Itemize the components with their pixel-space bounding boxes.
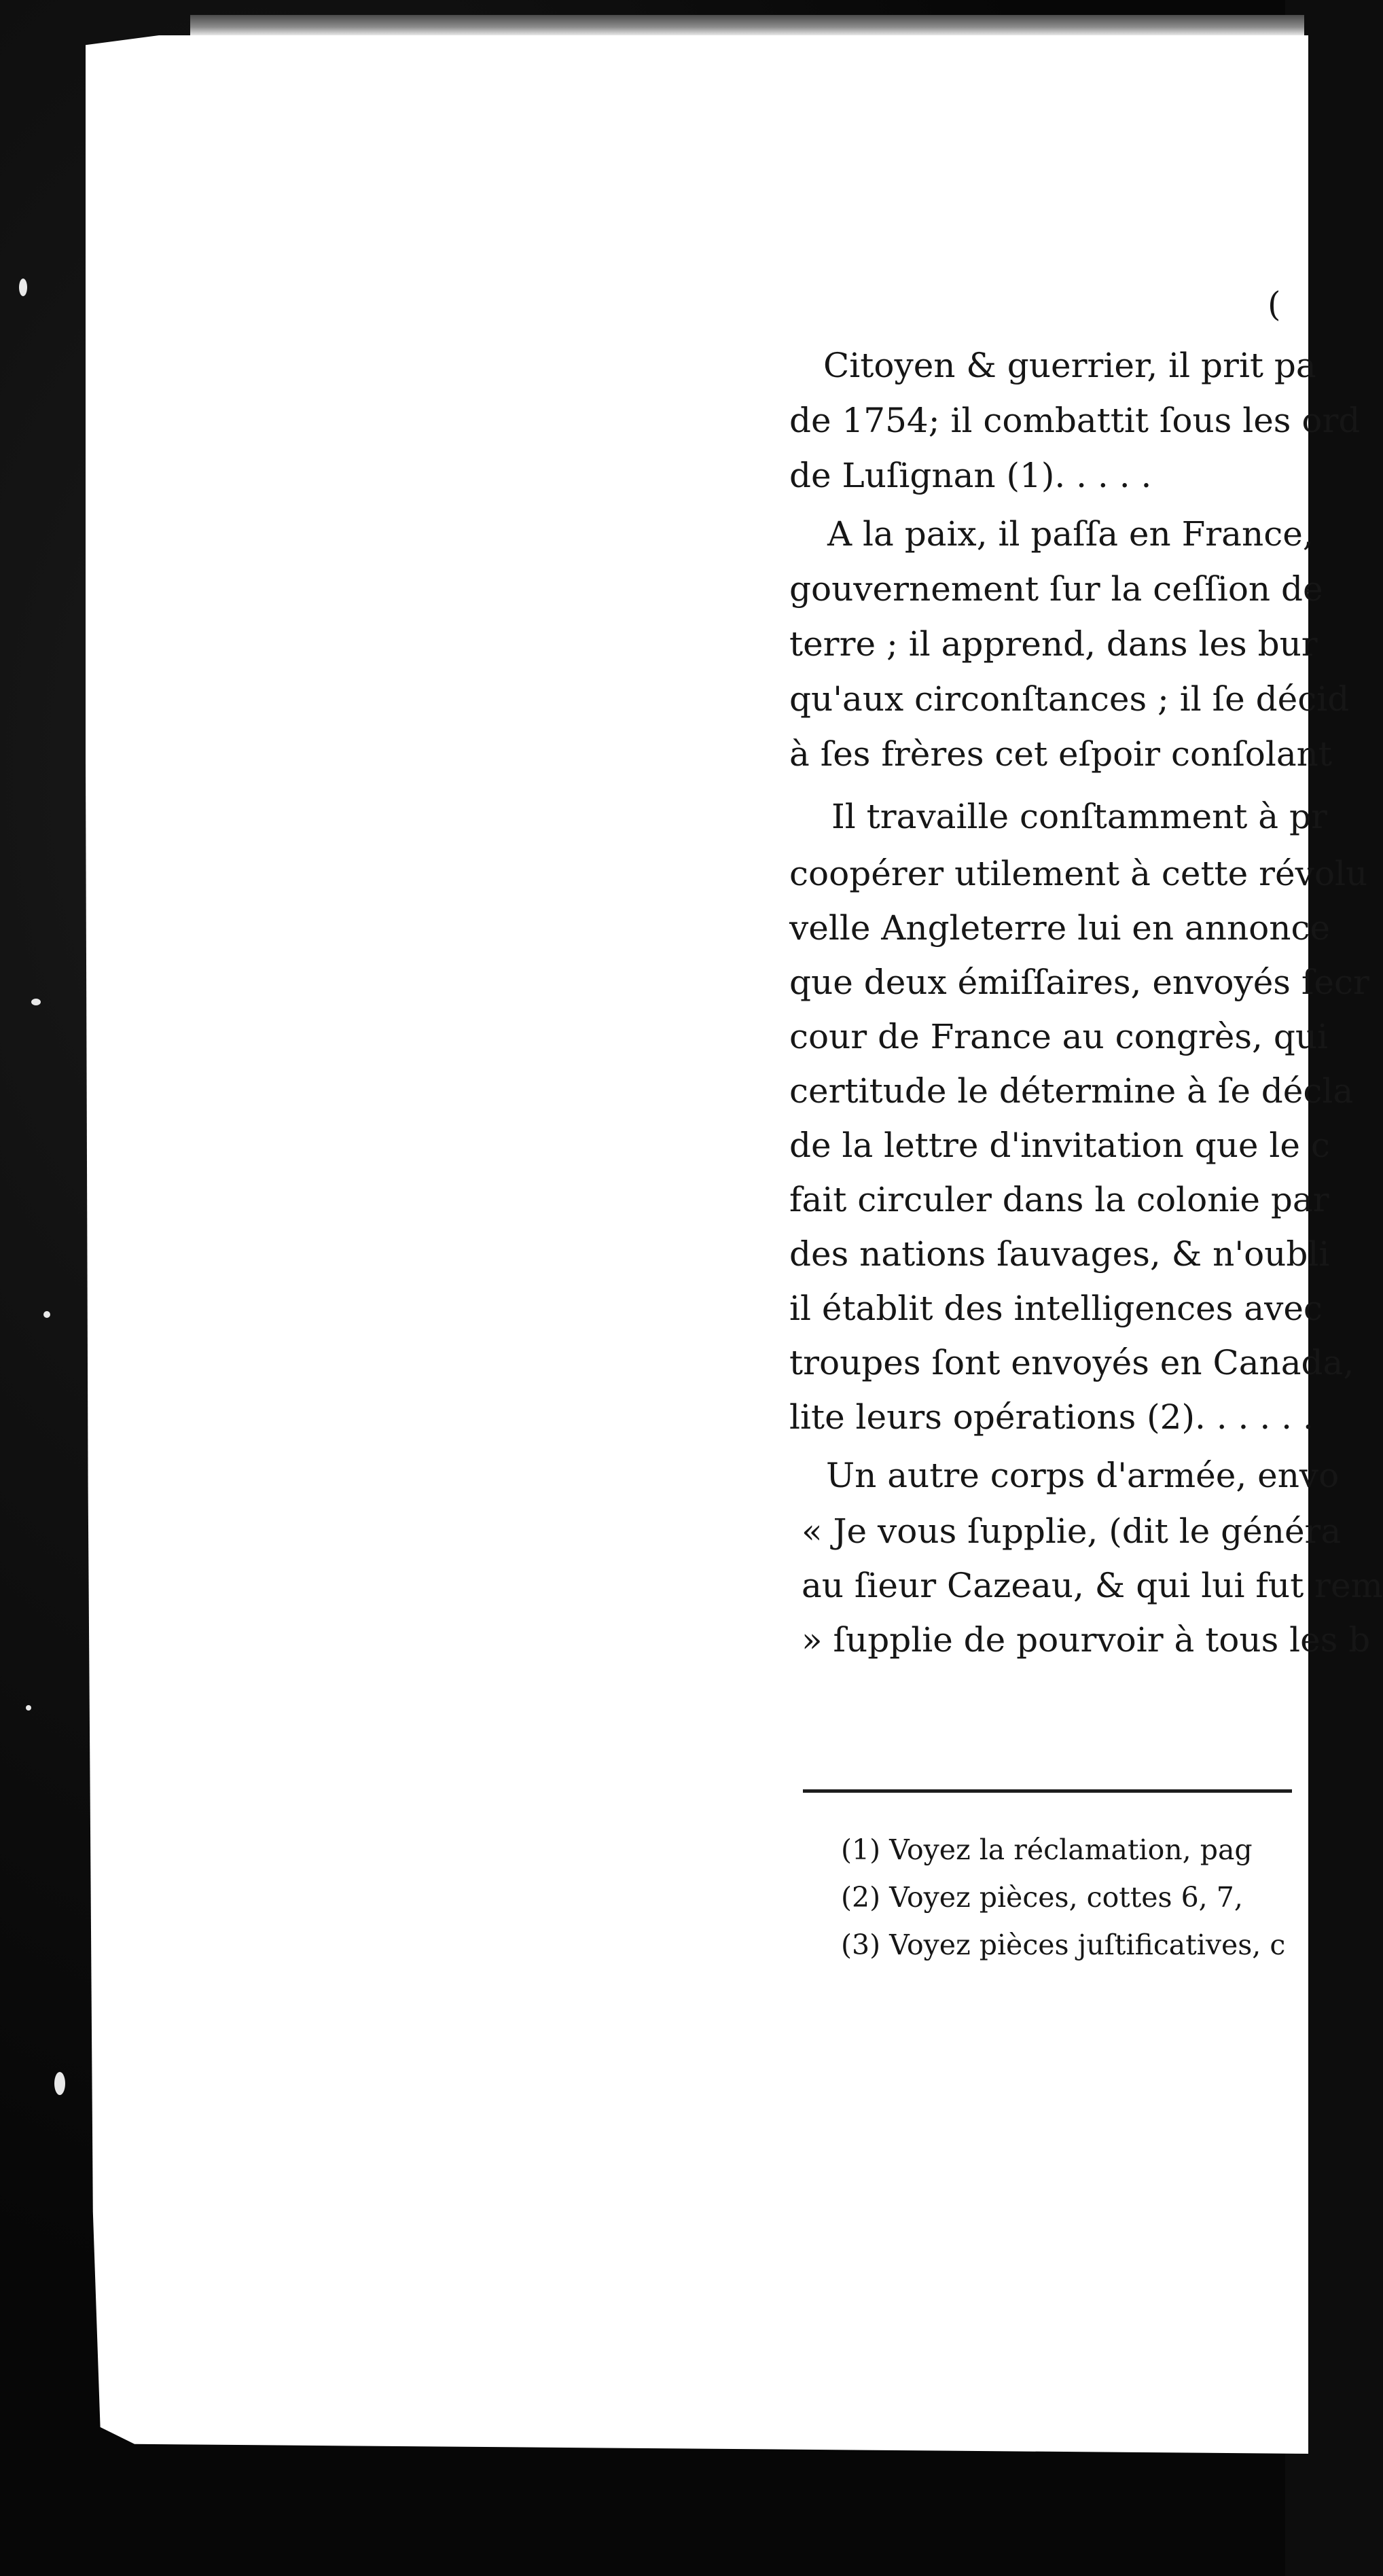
- body-line-9: Il travaille conſtamment à pr: [831, 797, 1327, 836]
- body-line-2: de 1754; il combattit ſous les ord: [789, 401, 1361, 440]
- body-line-7: qu'aux circonſtances ; il ſe décid: [789, 679, 1350, 719]
- body-line-11: velle Angleterre lui en annonce: [789, 908, 1331, 948]
- body-line-16: fait circuler dans la colonie par: [789, 1180, 1329, 1219]
- body-line-23: au ſieur Cazeau, & qui lui fut rem: [802, 1566, 1383, 1605]
- footnote-2: (2) Voyez pièces, cottes 6, 7,: [841, 1881, 1243, 1914]
- body-line-8: à ſes frères cet eſpoir conſolant: [789, 734, 1332, 774]
- body-line-13: cour de France au congrès, qui: [789, 1017, 1329, 1056]
- body-line-21: Un autre corps d'armée, envo: [826, 1456, 1340, 1495]
- body-line-1: Citoyen & guerrier, il prit pa: [823, 346, 1316, 385]
- body-line-17: des nations ſauvages, & n'oubli: [789, 1234, 1330, 1274]
- body-line-10: coopérer utilement à cette révolu: [789, 854, 1368, 893]
- body-line-14: certitude le détermine à ſe décla: [789, 1071, 1354, 1111]
- body-line-3: de Luſignan (1). . . . .: [789, 456, 1152, 495]
- footnote-1: (1) Voyez la réclamation, pag: [841, 1833, 1253, 1866]
- body-line-20: lite leurs opérations (2). . . . . .: [789, 1397, 1314, 1437]
- body-line-12: que deux émiſſaires, envoyés ſecr: [789, 963, 1369, 1002]
- footnote-divider: [803, 1789, 1292, 1793]
- body-line-15: de la lettre d'invitation que le c: [789, 1126, 1330, 1165]
- body-line-4: A la paix, il paſſa en France,: [827, 514, 1314, 554]
- body-line-19: troupes ſont envoyés en Canada,: [789, 1343, 1354, 1382]
- body-line-5: gouvernement ſur la ceſſion de: [789, 569, 1323, 609]
- footnote-3: (3) Voyez pièces juſtificatives, c: [841, 1929, 1286, 1961]
- body-line-6: terre ; il apprend, dans les bur: [789, 624, 1318, 664]
- page-header: (: [1268, 285, 1281, 324]
- body-line-24: » ſupplie de pourvoir à tous les b: [802, 1620, 1371, 1660]
- body-line-18: il établit des intelligences avec: [789, 1289, 1323, 1328]
- body-line-22: « Je vous ſupplie, (dit le généra: [802, 1511, 1342, 1551]
